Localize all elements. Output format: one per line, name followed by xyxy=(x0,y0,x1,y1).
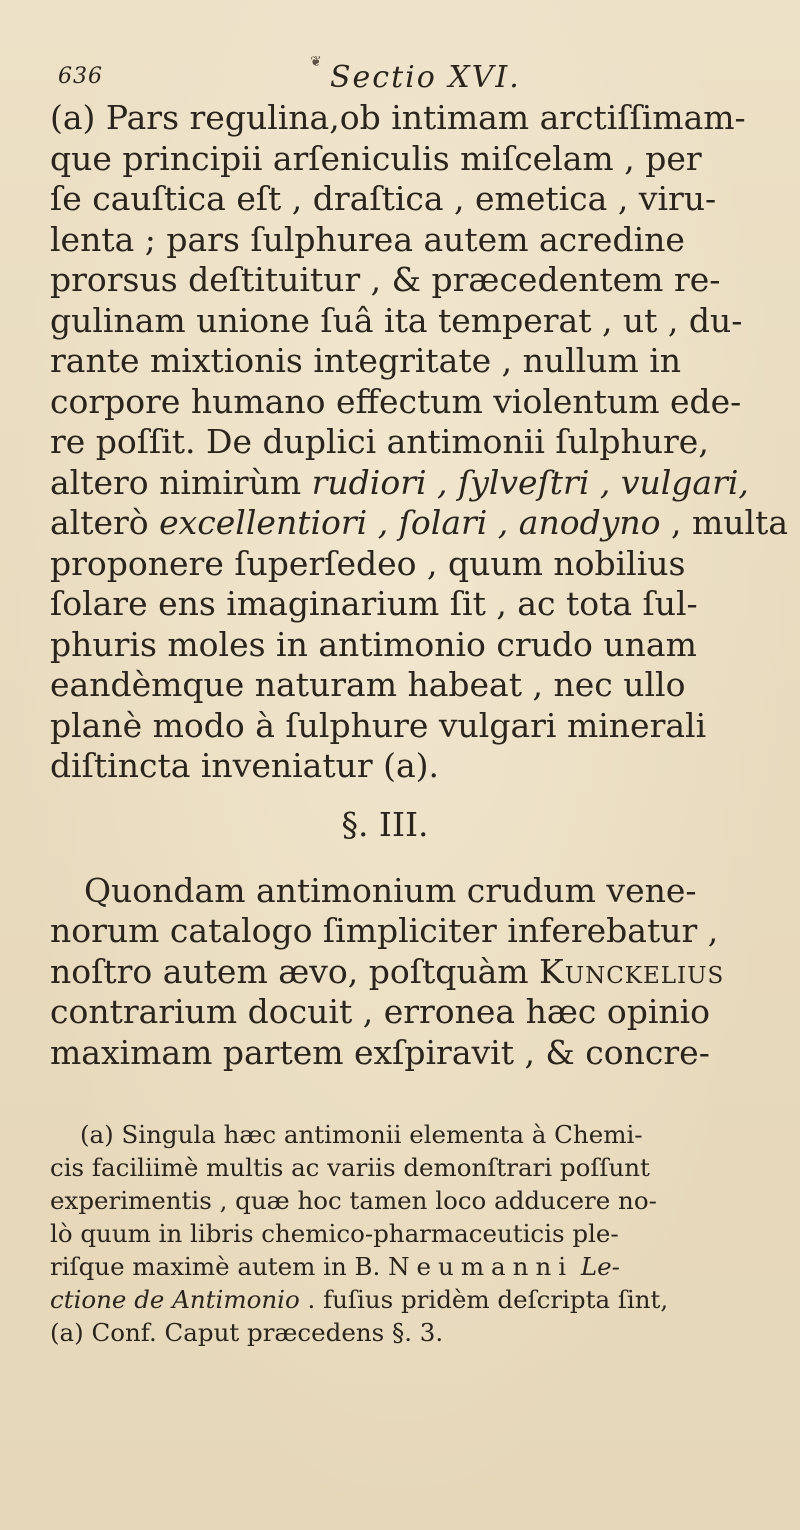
text-line: lenta ; pars ſulphurea autem acredine xyxy=(50,219,685,259)
text-run: altero nimirùm xyxy=(50,462,312,502)
text-line: proponere ſuperſedeo , quum nobilius xyxy=(50,543,686,583)
ornament-mark: ❦ xyxy=(310,54,322,70)
text-run: riſque maximè autem in B. xyxy=(50,1252,389,1281)
page-number: 636 xyxy=(58,64,103,89)
footnotes xyxy=(50,1118,750,1349)
italic-run: rudiori , ſylveſtri , vulgari, xyxy=(311,462,749,502)
running-head: Sectio XVI. xyxy=(330,60,521,95)
italic-run: excellentiori , ſolari , anodyno xyxy=(159,503,661,542)
text-run: alterò xyxy=(50,503,160,542)
text-line: corpore humano effectum violentum ede- xyxy=(50,381,742,421)
footnote-line: (a) Conf. Caput præcedens §. 3. xyxy=(50,1318,444,1347)
text-line xyxy=(50,503,788,544)
text-line: rante mixtionis integritate , nullum in xyxy=(50,341,682,380)
text-line: phuris moles in antimonio crudo unam xyxy=(50,624,697,664)
spaced-name-run: Neumanni xyxy=(388,1252,574,1281)
text-line: diſtincta inveniatur (a). xyxy=(50,746,440,785)
text-line xyxy=(50,952,750,993)
text-line: maximam partem exſpiravit , & concre- xyxy=(50,1032,710,1072)
italic-run: ctione de Antimonio xyxy=(50,1285,300,1314)
text-run: noſtro autem ævo, poſtquàm xyxy=(50,951,540,991)
text-line: re poſſit. De duplici antimonii ſulphure, xyxy=(50,422,709,461)
text-line: Quondam antimonium crudum vene- xyxy=(84,870,697,910)
main-text xyxy=(50,98,788,1073)
page-header xyxy=(58,54,742,100)
text-line: ſe cauſtica eſt , draſtica , emetica , viru- xyxy=(50,179,717,218)
text-line: que principii arſeniculis miſcelam , per xyxy=(50,138,702,178)
text-line: norum catalogo ſimpliciter inferebatur , xyxy=(50,911,719,950)
small-caps-run: Kunckelius xyxy=(539,951,725,991)
footnote-line: cis faciliimè multis ac variis demonſtrari poſſunt xyxy=(50,1153,650,1182)
footnote-line: (a) Singula hæc antimonii elementa à Chemi- xyxy=(80,1120,643,1149)
footnote-line: experimentis , quæ hoc tamen loco adducere no- xyxy=(50,1186,657,1215)
text-line: gulinam unione ſuâ ita temperat , ut , du- xyxy=(50,300,743,340)
text-run: . fuſius pridèm deſcripta ſint, xyxy=(299,1285,669,1314)
text-line xyxy=(50,463,750,504)
text-line: eandèmque naturam habeat , nec ullo xyxy=(50,665,686,704)
text-line: planè modo à ſulphure vulgari minerali xyxy=(50,705,707,745)
text-line: prorsus deſtituitur , & præcedentem re- xyxy=(50,260,721,299)
text-line: contrarium docuit , erronea hæc opinio xyxy=(50,992,711,1031)
section-heading: §. III. xyxy=(341,804,429,844)
text-run: , multa xyxy=(660,503,788,542)
footnote-line: lò quum in libris chemico-pharmaceuticis ple- xyxy=(50,1219,619,1248)
text-line: ſolare ens imaginarium ſit , ac tota ſul- xyxy=(50,584,698,623)
footnote-line xyxy=(50,1250,750,1283)
italic-run: Le- xyxy=(573,1252,620,1281)
footnote-line xyxy=(50,1283,750,1316)
text-line: (a) Pars regulina,ob intimam arctiſſimam- xyxy=(50,98,746,137)
